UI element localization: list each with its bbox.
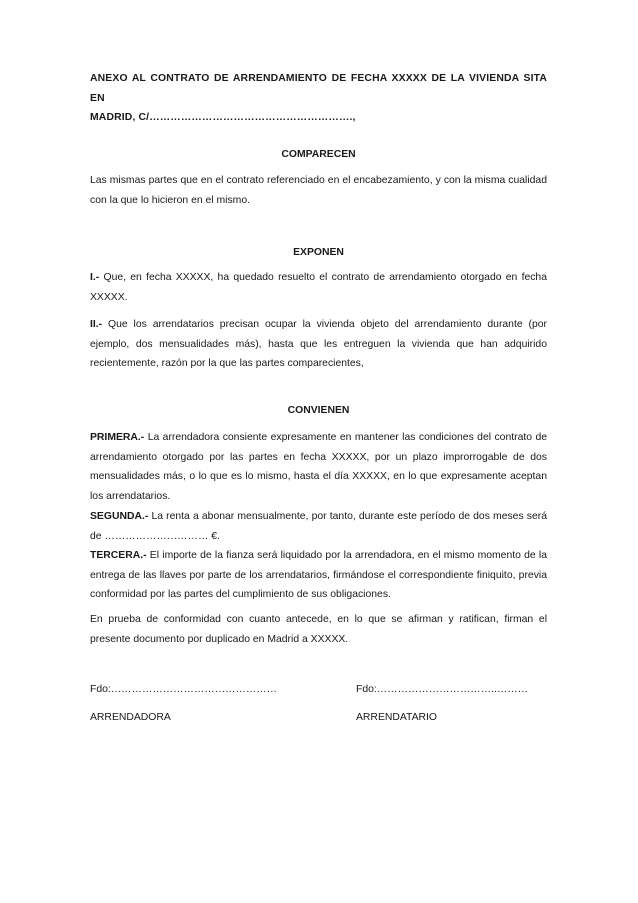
signature-role-arrendatario: ARRENDATARIO xyxy=(356,712,438,723)
clause-primera-text: La arrendadora consiente expresamente en mantener las condiciones del contrato de arrendamiento otorgado por las partes en fecha XXXXX, por un plazo improrrogable de dos mensualidades más, o lo que es lo mismo, hasta el día XXXXX, en lo que expresamente aceptan los arrendatarios. xyxy=(90,432,547,502)
clause-segunda xyxy=(90,507,547,546)
title-line-2: MADRID, C/…………………………………………………., xyxy=(90,112,356,123)
clause-tercera-label: TERCERA.- xyxy=(90,550,147,561)
exponen-item-2-label: II.- xyxy=(90,319,103,330)
clause-segunda-label: SEGUNDA.- xyxy=(90,511,149,522)
heading-exponen: EXPONEN xyxy=(293,247,344,258)
clause-tercera xyxy=(90,546,547,605)
clause-segunda-text: La renta a abonar mensualmente, por tanto, durante este período de dos meses será de ………………………… €. xyxy=(90,511,547,542)
signature-line-arrendadora: Fdo:………………………………………… xyxy=(90,684,278,695)
document-title xyxy=(90,69,547,128)
clause-primera xyxy=(90,428,547,506)
exponen-item-1-label: I.- xyxy=(90,272,100,283)
title-line-1: ANEXO AL CONTRATO DE ARRENDAMIENTO DE FECHA XXXXX DE LA VIVIENDA SITA EN xyxy=(90,73,547,104)
clause-tercera-text: El importe de la fianza será liquidado por la arrendadora, en el mismo momento de la entrega de las llaves por parte de los arrendatarios, firmándose el correspondiente finiquito, previa conformidad por las partes del cumplimiento de sus obligaciones. xyxy=(90,550,547,600)
clause-primera-label: PRIMERA.- xyxy=(90,432,145,443)
heading-convienen: CONVIENEN xyxy=(287,405,350,416)
closing-text: En prueba de conformidad con cuanto antecede, en lo que se afirman y ratifican, firman el presente documento por duplicado en Madrid a XXXXX. xyxy=(90,614,547,645)
signature-role-arrendadora: ARRENDADORA xyxy=(90,712,171,723)
exponen-item-1-text: Que, en fecha XXXXX, ha quedado resuelto el contrato de arrendamiento otorgado en fecha XXXXX. xyxy=(90,272,547,303)
exponen-item-2 xyxy=(90,315,547,374)
signature-line-arrendatario: Fdo:……………………………..……… xyxy=(356,684,529,695)
comparecen-text: Las mismas partes que en el contrato referenciado en el encabezamiento, y con la misma cualidad con la que lo hicieron en el mismo. xyxy=(90,175,547,206)
exponen-item-1 xyxy=(90,268,547,307)
heading-comparecen: COMPARECEN xyxy=(281,149,356,160)
exponen-item-2-text: Que los arrendatarios precisan ocupar la vivienda objeto del arrendamiento durante (por ejemplo, dos mensualidades más), hasta que les entreguen la vivienda que han adquirido recientemente, razón por la que las partes comparecientes, xyxy=(90,319,547,369)
